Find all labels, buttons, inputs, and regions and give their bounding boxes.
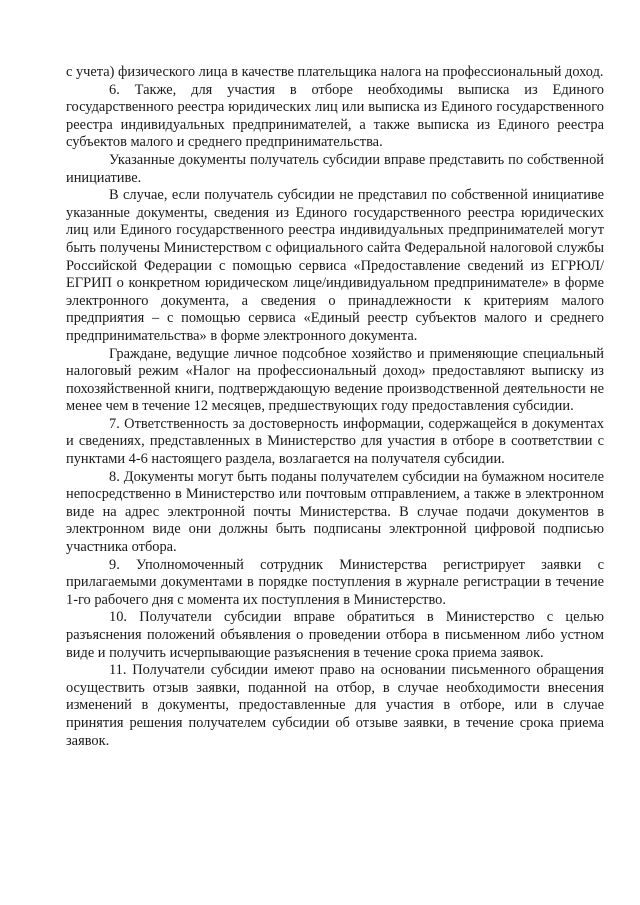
paragraph-citizens-extract: Граждане, ведущие личное подсобное хозяйство и применяющие специальный налоговый режим «Налог на профессиональный доход» предоставляют выписку из похозяйственной книги, подтверждающую ведение производственной деятельности не менее чем в течение 12 месяцев, предшествующих году предоставления субсидии. [66, 345, 604, 415]
document-page [66, 64, 604, 750]
paragraph-item-9: 9. Уполномоченный сотрудник Министерства регистрирует заявки с прилагаемыми документами в порядке поступления в журнале регистрации в течение 1-го рабочего дня с момента их поступления в Министерство. [66, 556, 604, 608]
paragraph-documents-initiative: Указанные документы получатель субсидии вправе представить по собственной инициативе. [66, 151, 604, 186]
paragraph-item-10: 10. Получатели субсидии вправе обратиться в Министерство с целью разъяснения положений объявления о проведении отбора в письменном либо устном виде и получить исчерпывающие разъяснения в течение срока приема заявок. [66, 609, 604, 661]
paragraph-continuation: с учета) физического лица в качестве плательщика налога на профессиональный доход. [66, 64, 604, 80]
paragraph-item-11: 11. Получатели субсидии имеют право на основании письменного обращения осуществить отзыв заявки, поданной на отбор, в случае необходимости внесения изменений в документы, предоставленные для участия в отборе, или в случае принятия решения получателем субсидии об отзыве заявки, в течение срока приема заявок. [66, 662, 604, 749]
paragraph-item-8: 8. Документы могут быть поданы получателем субсидии на бумажном носителе непосредственно в Министерство или почтовым отправлением, а также в электронном виде на адрес электронной почты Министерства. В случае подачи документов в электронном виде они должны быть подписаны электронной цифровой подписью участника отбора. [66, 468, 604, 556]
paragraph-item-7: 7. Ответственность за достоверность информации, содержащейся в документах и сведениях, представленных в Министерство для участия в отборе в соответствии с пунктами 4-6 настоящего раздела, возлагается на получателя субсидии. [66, 415, 604, 468]
paragraph-ministry-retrieval: В случае, если получатель субсидии не представил по собственной инициативе указанные документы, сведения из Единого государственного реестра юридических лиц или Единого государственного реестра индивидуальных предпринимателей могут быть получены Министерством с официального сайта Федеральной налоговой службы Российской Федерации с помощью сервиса «Предоставление сведений из ЕГРЮЛ/ЕГРИП о конкретном юридическом лице/индивидуальном предпринимателе» в форме электронного документа, а сведения о принадлежности к критериям малого предприятия – с помощью сервиса «Единый реестр субъектов малого и среднего предпринимательства» в форме электронного документа. [66, 187, 604, 344]
paragraph-item-6: 6. Также, для участия в отборе необходимы выписка из Единого государственного реестра юридических лиц или выписка из Единого государственного реестра индивидуальных предпринимателей, а также выписка из Единого реестра субъектов малого и среднего предпринимательства. [66, 81, 604, 151]
